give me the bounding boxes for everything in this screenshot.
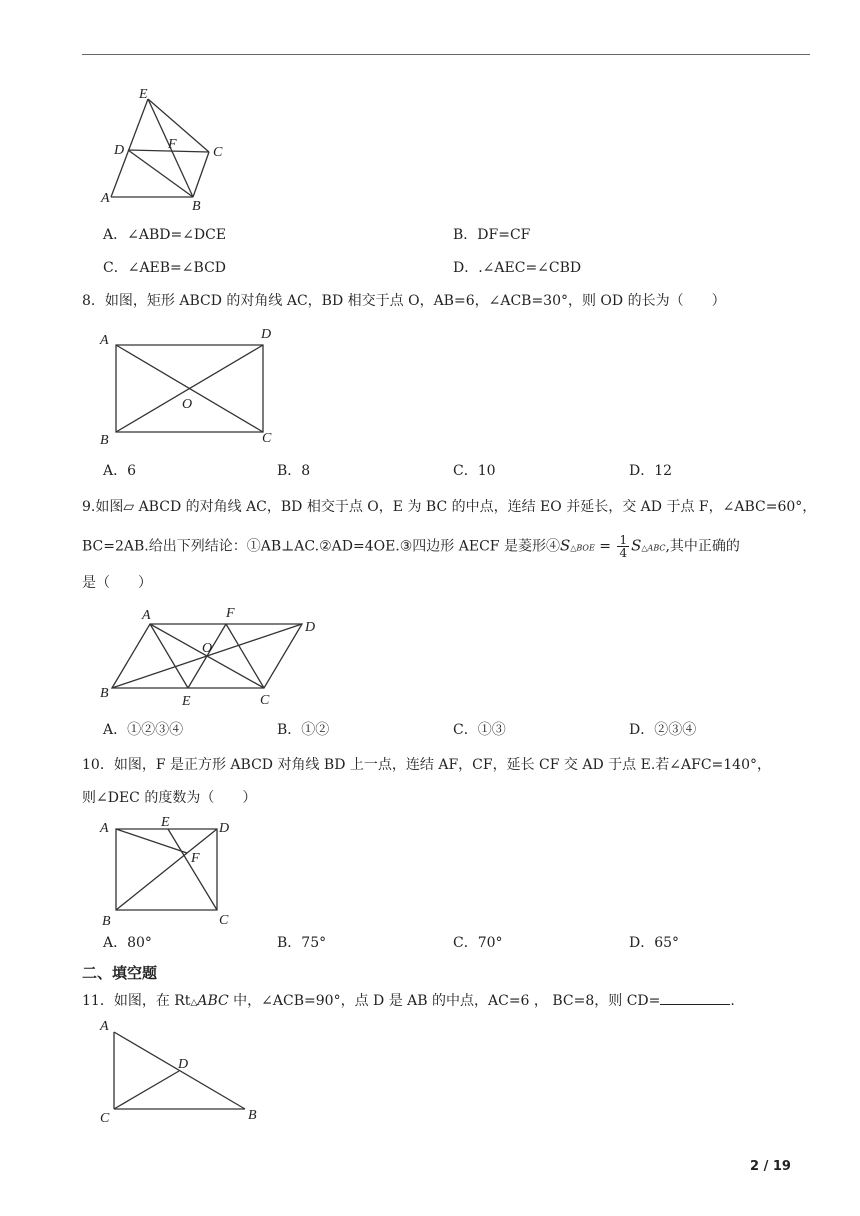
q11-stem-b: 中，∠ACB=90°，点 D 是 AB 的中点，AC=6 ， BC=8，则 CD= [228, 993, 661, 1009]
q10-label-f: F [191, 851, 200, 866]
q9-option-d: D．②③④ [629, 722, 697, 738]
q10-figure [96, 812, 246, 930]
q7-figure [96, 82, 236, 214]
q10-label-c: C [219, 913, 229, 928]
q7-option-b: B．DF=CF [453, 227, 531, 243]
q8-option-a: A．6 [103, 463, 137, 479]
q10-option-b: B．75° [277, 935, 327, 951]
q9-formula-denominator: 4 [619, 546, 628, 560]
q8-label-b: B [100, 433, 109, 448]
q9-option-b: B．①② [277, 722, 330, 738]
q9-stem-line2-b: ,其中正确的 [665, 538, 740, 555]
q10-label-b: B [102, 914, 111, 929]
q9-label-c: C [260, 693, 270, 708]
q9-label-o: O [202, 641, 213, 656]
q10-stem-line2: 则∠DEC 的度数为（ ） [82, 790, 257, 806]
q9-figure [96, 604, 326, 708]
q7-label-f: F [168, 137, 177, 152]
q9-option-c: C．①③ [453, 722, 506, 738]
header-rule [82, 54, 810, 55]
q10-label-a: A [100, 821, 109, 836]
q8-label-a: A [100, 333, 109, 348]
q9-stem-line1: 9.如图▱ ABCD 的对角线 AC，BD 相交于点 O，E 为 BC 的中点，连结 EO 并延长，交 AD 于点 F，∠ABC=60°， [82, 499, 817, 515]
q11-triangle-symbol: △ [190, 998, 198, 1008]
q11-figure [96, 1016, 266, 1128]
q7-option-a: A．∠ABD=∠DCE [103, 227, 227, 243]
q11-stem-end: . [730, 993, 735, 1009]
q9-stem-line3: 是（ ） [82, 575, 152, 591]
q9-option-a: A．①②③④ [103, 722, 184, 738]
q7-label-d: D [114, 143, 125, 158]
q9-stem-line2 [82, 534, 740, 560]
q10-stem-line1: 10．如图，F 是正方形 ABCD 对角线 BD 上一点，连结 AF，CF，延长 CF 交 AD 于点 E.若∠AFC=140°， [82, 757, 771, 773]
q9-stem-line2-a: BC=2AB.给出下列结论：①AB⊥AC.②AD=4OE.③四边形 AECF 是菱形④ [82, 538, 560, 555]
q9-label-a: A [142, 608, 151, 623]
q9-formula-s-right: S [631, 536, 642, 555]
q7-label-a: A [101, 191, 110, 206]
q11-answer-blank[interactable] [660, 992, 730, 1005]
q7-label-c: C [213, 145, 223, 160]
q9-label-b: B [100, 686, 109, 701]
q10-option-c: C．70° [453, 935, 503, 951]
q9-label-e: E [182, 694, 191, 708]
q11-abc: ABC [197, 993, 229, 1009]
q9-formula-eq: = [599, 538, 612, 555]
section-heading: 二、填空题 [82, 964, 158, 982]
q9-formula-numerator: 1 [619, 533, 628, 547]
q9-formula-sub-left: △BOE [570, 543, 595, 553]
q11-label-a: A [100, 1019, 109, 1034]
q11-label-c: C [100, 1111, 110, 1126]
q7-option-c: C．∠AEB=∠BCD [103, 260, 227, 276]
q7-option-d: D．.∠AEC=∠CBD [453, 260, 582, 276]
q9-label-d: D [305, 620, 316, 635]
q7-label-b: B [192, 199, 201, 214]
q8-label-o: O [182, 397, 193, 412]
q9-formula-s-left: S [559, 536, 571, 555]
q8-label-d: D [261, 327, 272, 342]
q9-formula-fraction [617, 534, 629, 559]
q11-label-d: D [178, 1057, 189, 1072]
q9-label-f: F [226, 606, 235, 621]
q8-label-c: C [262, 431, 272, 446]
q11-stem [82, 992, 735, 1012]
q11-stem-a: 11．如图，在 Rt [82, 993, 191, 1009]
q10-label-d: D [219, 821, 230, 836]
q11-label-b: B [248, 1108, 257, 1123]
q10-label-e: E [161, 815, 170, 830]
q8-option-b: B．8 [277, 463, 311, 479]
q10-option-a: A．80° [103, 935, 152, 951]
q8-option-d: D．12 [629, 463, 673, 479]
q7-label-e: E [139, 87, 148, 102]
q8-figure [96, 324, 286, 450]
q9-formula-sub-right: △ABC [641, 543, 666, 553]
q8-stem: 8．如图，矩形 ABCD 的对角线 AC，BD 相交于点 O，AB=6，∠ACB=30°，则 OD 的长为（ ） [82, 293, 726, 309]
q10-option-d: D．65° [629, 935, 680, 951]
q8-option-c: C．10 [453, 463, 496, 479]
page-number: 2 / 19 [750, 1159, 791, 1174]
